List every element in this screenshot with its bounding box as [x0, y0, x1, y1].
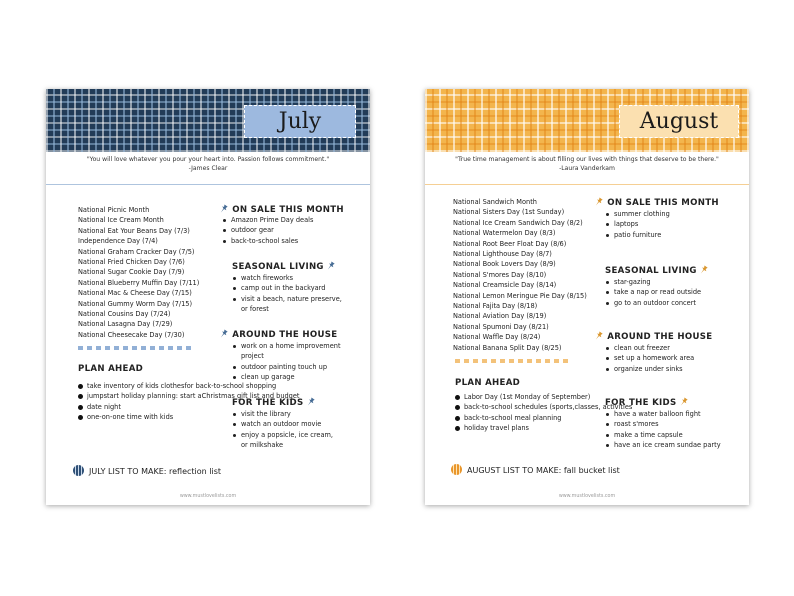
holiday-item: National Banana Split Day (8/25)	[453, 343, 562, 352]
list-item	[232, 294, 342, 315]
holiday-item: National Book Lovers Day (8/9)	[453, 260, 556, 269]
kids-heading-text: FOR THE KIDS	[605, 398, 677, 408]
list-item-line: take a nap or read outside	[614, 288, 702, 297]
pushpin-icon	[220, 329, 229, 338]
pushpin-icon	[680, 397, 689, 406]
pushpin-icon	[595, 331, 604, 340]
list-item	[605, 277, 701, 287]
pushpin-icon	[220, 204, 229, 213]
kids-list	[232, 409, 333, 451]
list-item-line: for back-to-school shopping	[184, 382, 277, 390]
holiday-item: National Fajita Day (8/18)	[453, 302, 538, 311]
kids-list	[605, 409, 721, 451]
list-item-line: Amazon Prime Day deals	[231, 216, 314, 224]
list-item	[232, 341, 341, 362]
plaid-circle-icon	[451, 464, 462, 475]
list-item-line: have an ice cream sundae party	[614, 441, 721, 450]
holiday-item: National Lasagna Day (7/29)	[78, 320, 173, 329]
list-item	[232, 430, 333, 451]
list-item	[605, 343, 694, 353]
holiday-item: National Lemon Meringue Pie Day (8/15)	[453, 291, 587, 300]
list-item	[605, 209, 670, 219]
seasonal-heading-text: SEASONAL LIVING	[605, 266, 697, 276]
quote	[425, 156, 749, 173]
list-to-make-text: JULY LIST TO MAKE: reflection list	[89, 467, 222, 476]
seasonal-list	[605, 277, 701, 308]
holiday-item: National Waffle Day (8/24)	[453, 333, 541, 342]
list-item	[232, 273, 342, 283]
house-heading	[595, 331, 712, 342]
holiday-item: National Root Beer Float Day (8/6)	[453, 239, 567, 248]
list-item-line: have a water balloon fight	[614, 410, 701, 418]
list-item-line: one-on-one time with kids	[87, 413, 174, 422]
holiday-list	[78, 205, 199, 340]
list-item	[605, 219, 670, 229]
list-to-make	[73, 465, 221, 476]
list-item-line: outdoor gear	[231, 226, 274, 235]
footer-url: www.mustlovelists.com	[558, 494, 616, 499]
holiday-item: National Blueberry Muffin Day (7/11)	[78, 278, 200, 287]
holiday-item: Independence Day (7/4)	[78, 237, 158, 246]
quote-author: -James Clear	[188, 164, 228, 172]
holiday-item: National Ice Cream Month	[78, 216, 164, 225]
list-item-line: patio furniture	[614, 230, 662, 239]
list-item	[222, 225, 313, 235]
holiday-item: National Gummy Worm Day (7/15)	[78, 299, 193, 308]
month-title: July	[244, 105, 356, 138]
holiday-item: National Watermelon Day (8/3)	[453, 229, 556, 238]
house-list	[605, 343, 694, 374]
list-item-line: visit the library	[241, 410, 291, 418]
house-list	[232, 341, 341, 383]
holiday-item: National Lighthouse Day (8/7)	[453, 250, 552, 259]
list-item	[605, 353, 694, 363]
list-item-line: work on a home improvement	[241, 342, 341, 350]
list-item-line: holiday travel plans	[464, 424, 529, 433]
holiday-item: National Ice Cream Sandwich Day (8/2)	[453, 218, 583, 227]
holiday-item: National Creamsicle Day (8/14)	[453, 281, 557, 290]
list-item-line: watch an outdoor movie	[241, 420, 322, 429]
list-item-line: organize under sinks	[614, 364, 683, 373]
list-item	[605, 230, 670, 240]
holiday-item: National Cousins Day (7/24)	[78, 310, 171, 319]
list-item-line: take inventory of kids clothes	[87, 382, 185, 390]
quote-text: "You will love whatever you pour your heart into. Passion follows commitment."	[86, 156, 330, 163]
list-item	[605, 287, 701, 297]
seasonal-heading	[232, 261, 336, 272]
on-sale-heading-text: ON SALE THIS MONTH	[607, 198, 719, 208]
kids-heading	[605, 397, 689, 408]
divider	[46, 184, 370, 185]
holiday-item: National Spumoni Day (8/21)	[453, 322, 549, 331]
list-item-line: watch fireworks	[241, 274, 294, 282]
august-page	[425, 89, 749, 505]
house-heading-text: AROUND THE HOUSE	[232, 330, 338, 340]
list-item-line: set up a homework area	[614, 354, 695, 363]
seasonal-heading	[605, 265, 709, 276]
list-item	[232, 419, 333, 429]
holiday-item: National Picnic Month	[78, 206, 150, 214]
list-item-line: classes, activities	[574, 403, 633, 412]
list-item-line: clean out freezer	[614, 344, 670, 352]
list-item-line: go to an outdoor concert	[614, 298, 697, 307]
list-item-line: back-to-school schedules (sports,	[464, 403, 575, 412]
plan-ahead-heading: PLAN AHEAD	[455, 378, 521, 388]
list-item-line: laptops	[614, 220, 639, 229]
on-sale-heading	[220, 204, 344, 215]
list-item-line: project	[241, 352, 264, 361]
pushpin-icon	[327, 261, 336, 270]
list-item-line: roast s'mores	[614, 420, 659, 429]
dash-divider	[78, 346, 193, 350]
on-sale-heading-text: ON SALE THIS MONTH	[232, 205, 344, 215]
plaid-circle-icon	[73, 465, 84, 476]
seasonal-heading-text: SEASONAL LIVING	[232, 262, 324, 272]
quote-text: "True time management is about filling our lives with things that deserve to be there."	[455, 156, 719, 163]
list-item	[605, 430, 721, 440]
holiday-item: National Sandwich Month	[453, 198, 537, 206]
dash-divider	[455, 359, 568, 363]
holiday-item: National Mac & Cheese Day (7/15)	[78, 289, 192, 298]
house-heading	[220, 329, 337, 340]
holiday-list	[453, 197, 587, 353]
list-item	[605, 440, 721, 450]
list-item-line: jumpstart holiday planning: start a	[87, 392, 202, 401]
list-to-make	[451, 464, 620, 475]
list-item-line: star-gazing	[614, 278, 651, 286]
list-item-line: enjoy a popsicle, ice cream,	[241, 430, 334, 439]
list-item-line: outdoor painting touch up	[241, 362, 328, 371]
holiday-item: National S'mores Day (8/10)	[453, 270, 547, 279]
seasonal-list	[232, 273, 342, 315]
list-item-line: back-to-school meal planning	[464, 413, 562, 422]
month-title: August	[619, 105, 739, 138]
list-item	[232, 372, 341, 382]
list-item	[605, 419, 721, 429]
list-item-line: Christmas gift list and budget	[201, 392, 300, 401]
plan-ahead-heading: PLAN AHEAD	[78, 364, 144, 374]
pushpin-icon	[307, 397, 316, 406]
on-sale-heading	[595, 197, 719, 208]
list-item-line: make a time capsule	[614, 430, 683, 439]
list-item-line: summer clothing	[614, 210, 670, 218]
list-item-line: camp out in the backyard	[241, 284, 326, 293]
list-item	[605, 364, 694, 374]
list-to-make-text: AUGUST LIST TO MAKE: fall bucket list	[467, 466, 620, 475]
kids-heading-text: FOR THE KIDS	[232, 398, 304, 408]
list-item-line: date night	[87, 402, 121, 411]
holiday-item: National Sugar Cookie Day (7/9)	[78, 268, 185, 277]
pushpin-icon	[595, 197, 604, 206]
on-sale-list	[605, 209, 670, 240]
list-item-line: Labor Day (1st Monday of September)	[464, 393, 591, 401]
divider	[425, 184, 749, 185]
list-item-line: back-to-school sales	[231, 236, 299, 245]
list-item-line: or milkshake	[241, 441, 284, 450]
footer-url: www.mustlovelists.com	[179, 494, 237, 499]
quote	[46, 156, 370, 173]
list-item	[222, 215, 313, 225]
holiday-item: National Fried Chicken Day (7/6)	[78, 258, 185, 267]
house-heading-text: AROUND THE HOUSE	[607, 332, 713, 342]
list-item	[605, 409, 721, 419]
pushpin-icon	[700, 265, 709, 274]
list-item	[232, 409, 333, 419]
list-item-line: clean up garage	[241, 373, 295, 382]
list-item	[222, 236, 313, 246]
holiday-item: National Cheesecake Day (7/30)	[78, 330, 185, 339]
holiday-item: National Aviation Day (8/19)	[453, 312, 547, 321]
on-sale-list	[222, 215, 313, 246]
list-item	[232, 283, 342, 293]
holiday-item: National Graham Cracker Day (7/5)	[78, 247, 195, 256]
quote-author: -Laura Vanderkam	[559, 164, 615, 172]
kids-heading	[232, 397, 316, 408]
list-item	[605, 298, 701, 308]
holiday-item: National Sisters Day (1st Sunday)	[453, 208, 565, 217]
list-item-line: visit a beach, nature preserve,	[241, 294, 342, 303]
holiday-item: National Eat Your Beans Day (7/3)	[78, 226, 190, 235]
list-item-line: or forest	[241, 305, 269, 314]
list-item	[232, 362, 341, 372]
july-page	[46, 89, 370, 505]
